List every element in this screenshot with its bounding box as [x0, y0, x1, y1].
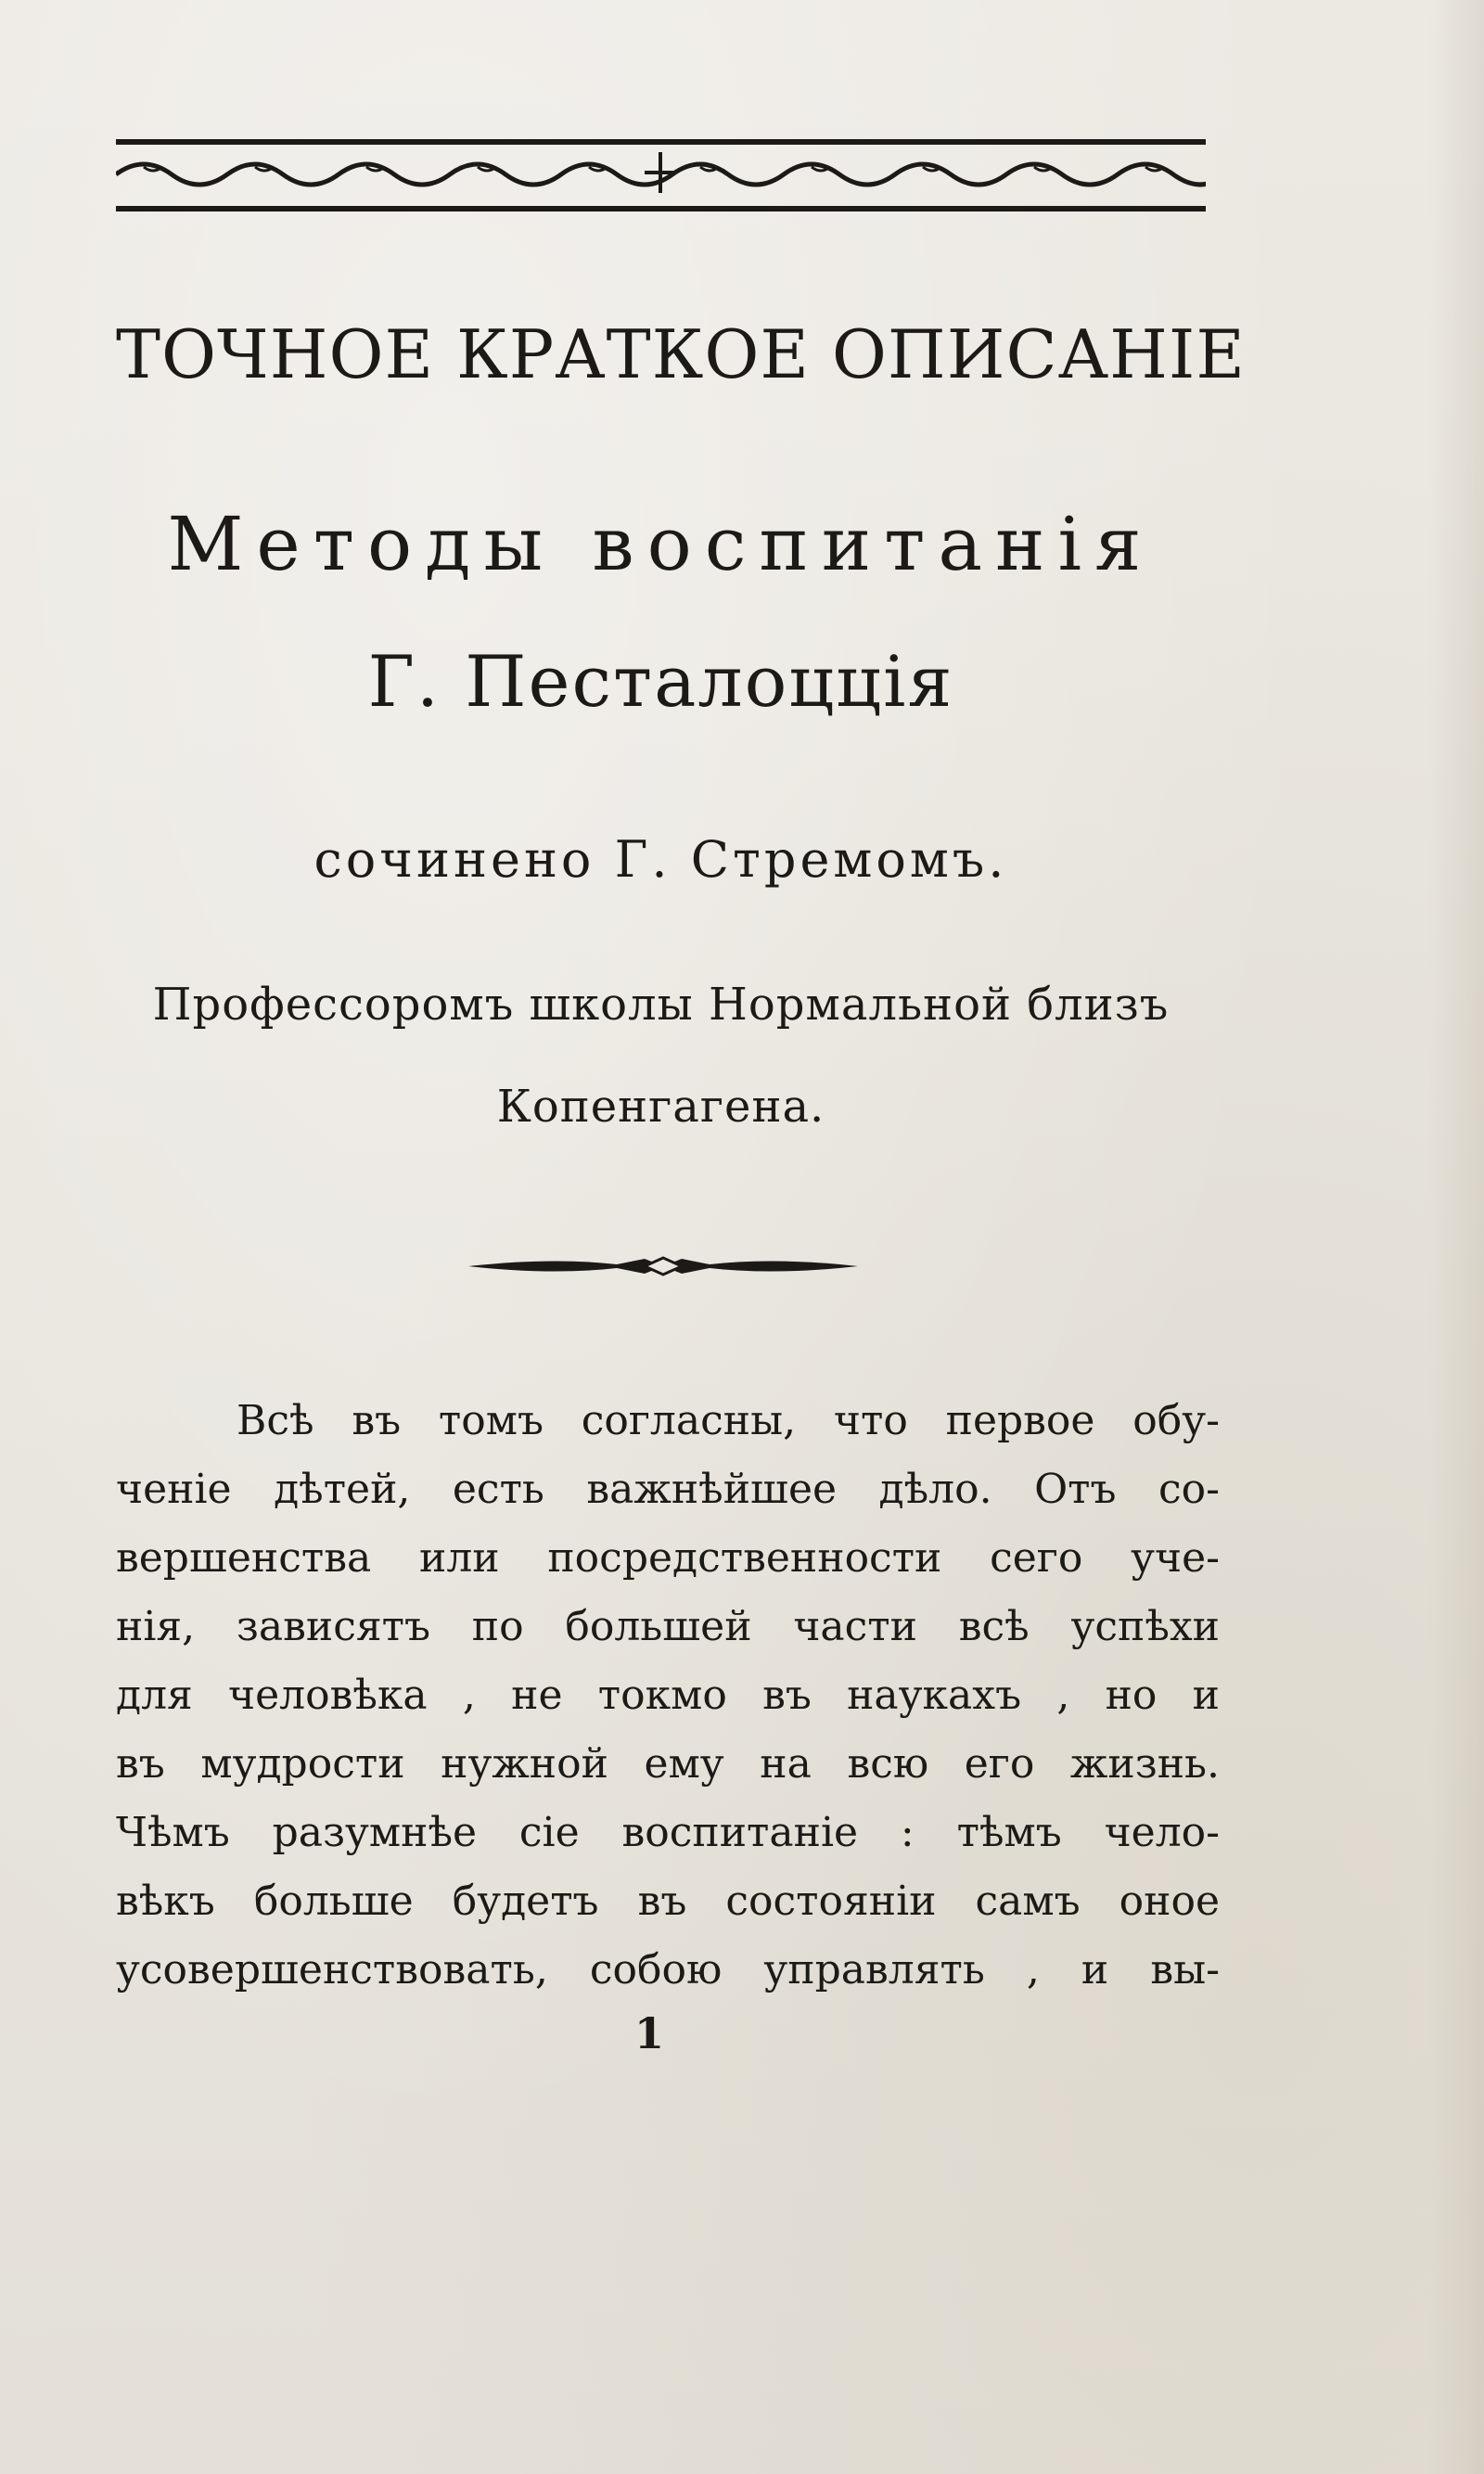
- title-line-3: Г. Песталоцція: [367, 640, 954, 723]
- body-line: вѣкъ больше будетъ въ состояніи самъ оное: [116, 1878, 1220, 1925]
- header-ornament-rule: [116, 139, 1206, 218]
- page-number: 1: [633, 2008, 664, 2058]
- author-affiliation-line-2: Копенгагена.: [496, 1081, 825, 1133]
- author-line: сочинено Г. Стремомъ.: [313, 830, 1008, 889]
- body-paragraph: [116, 1387, 1220, 2005]
- body-line: въ мудрости нужной ему на всю его жизнь.: [116, 1740, 1220, 1788]
- body-line: Чѣмъ разумнѣе сіе воспитаніе : тѣмъ чело-: [116, 1809, 1220, 1856]
- author-affiliation-line-1: Профессоромъ школы Нормальной близъ: [152, 979, 1170, 1031]
- body-line: ченіе дѣтей, есть важнѣйшее дѣло. Отъ со-: [116, 1466, 1220, 1513]
- body-line: нія, зависятъ по большей части всѣ успѣхи: [116, 1603, 1220, 1650]
- body-line: для человѣка , не токмо въ наукахъ , но и: [116, 1672, 1220, 1719]
- body-line: вершенства или посредственности сего уче-: [116, 1534, 1220, 1582]
- body-line: усовершенствовать, собою управлять , и вы-: [116, 1946, 1220, 1993]
- body-line: Всѣ въ томъ согласны, что первое обу-: [237, 1397, 1220, 1444]
- title-line-1: ТОЧНОЕ КРАТКОЕ ОПИСАНІЕ: [116, 315, 1246, 393]
- section-divider-ornament: [468, 1248, 858, 1285]
- page-edge-shadow: [1428, 0, 1484, 2474]
- title-line-2: Методы воспитанія: [167, 501, 1155, 587]
